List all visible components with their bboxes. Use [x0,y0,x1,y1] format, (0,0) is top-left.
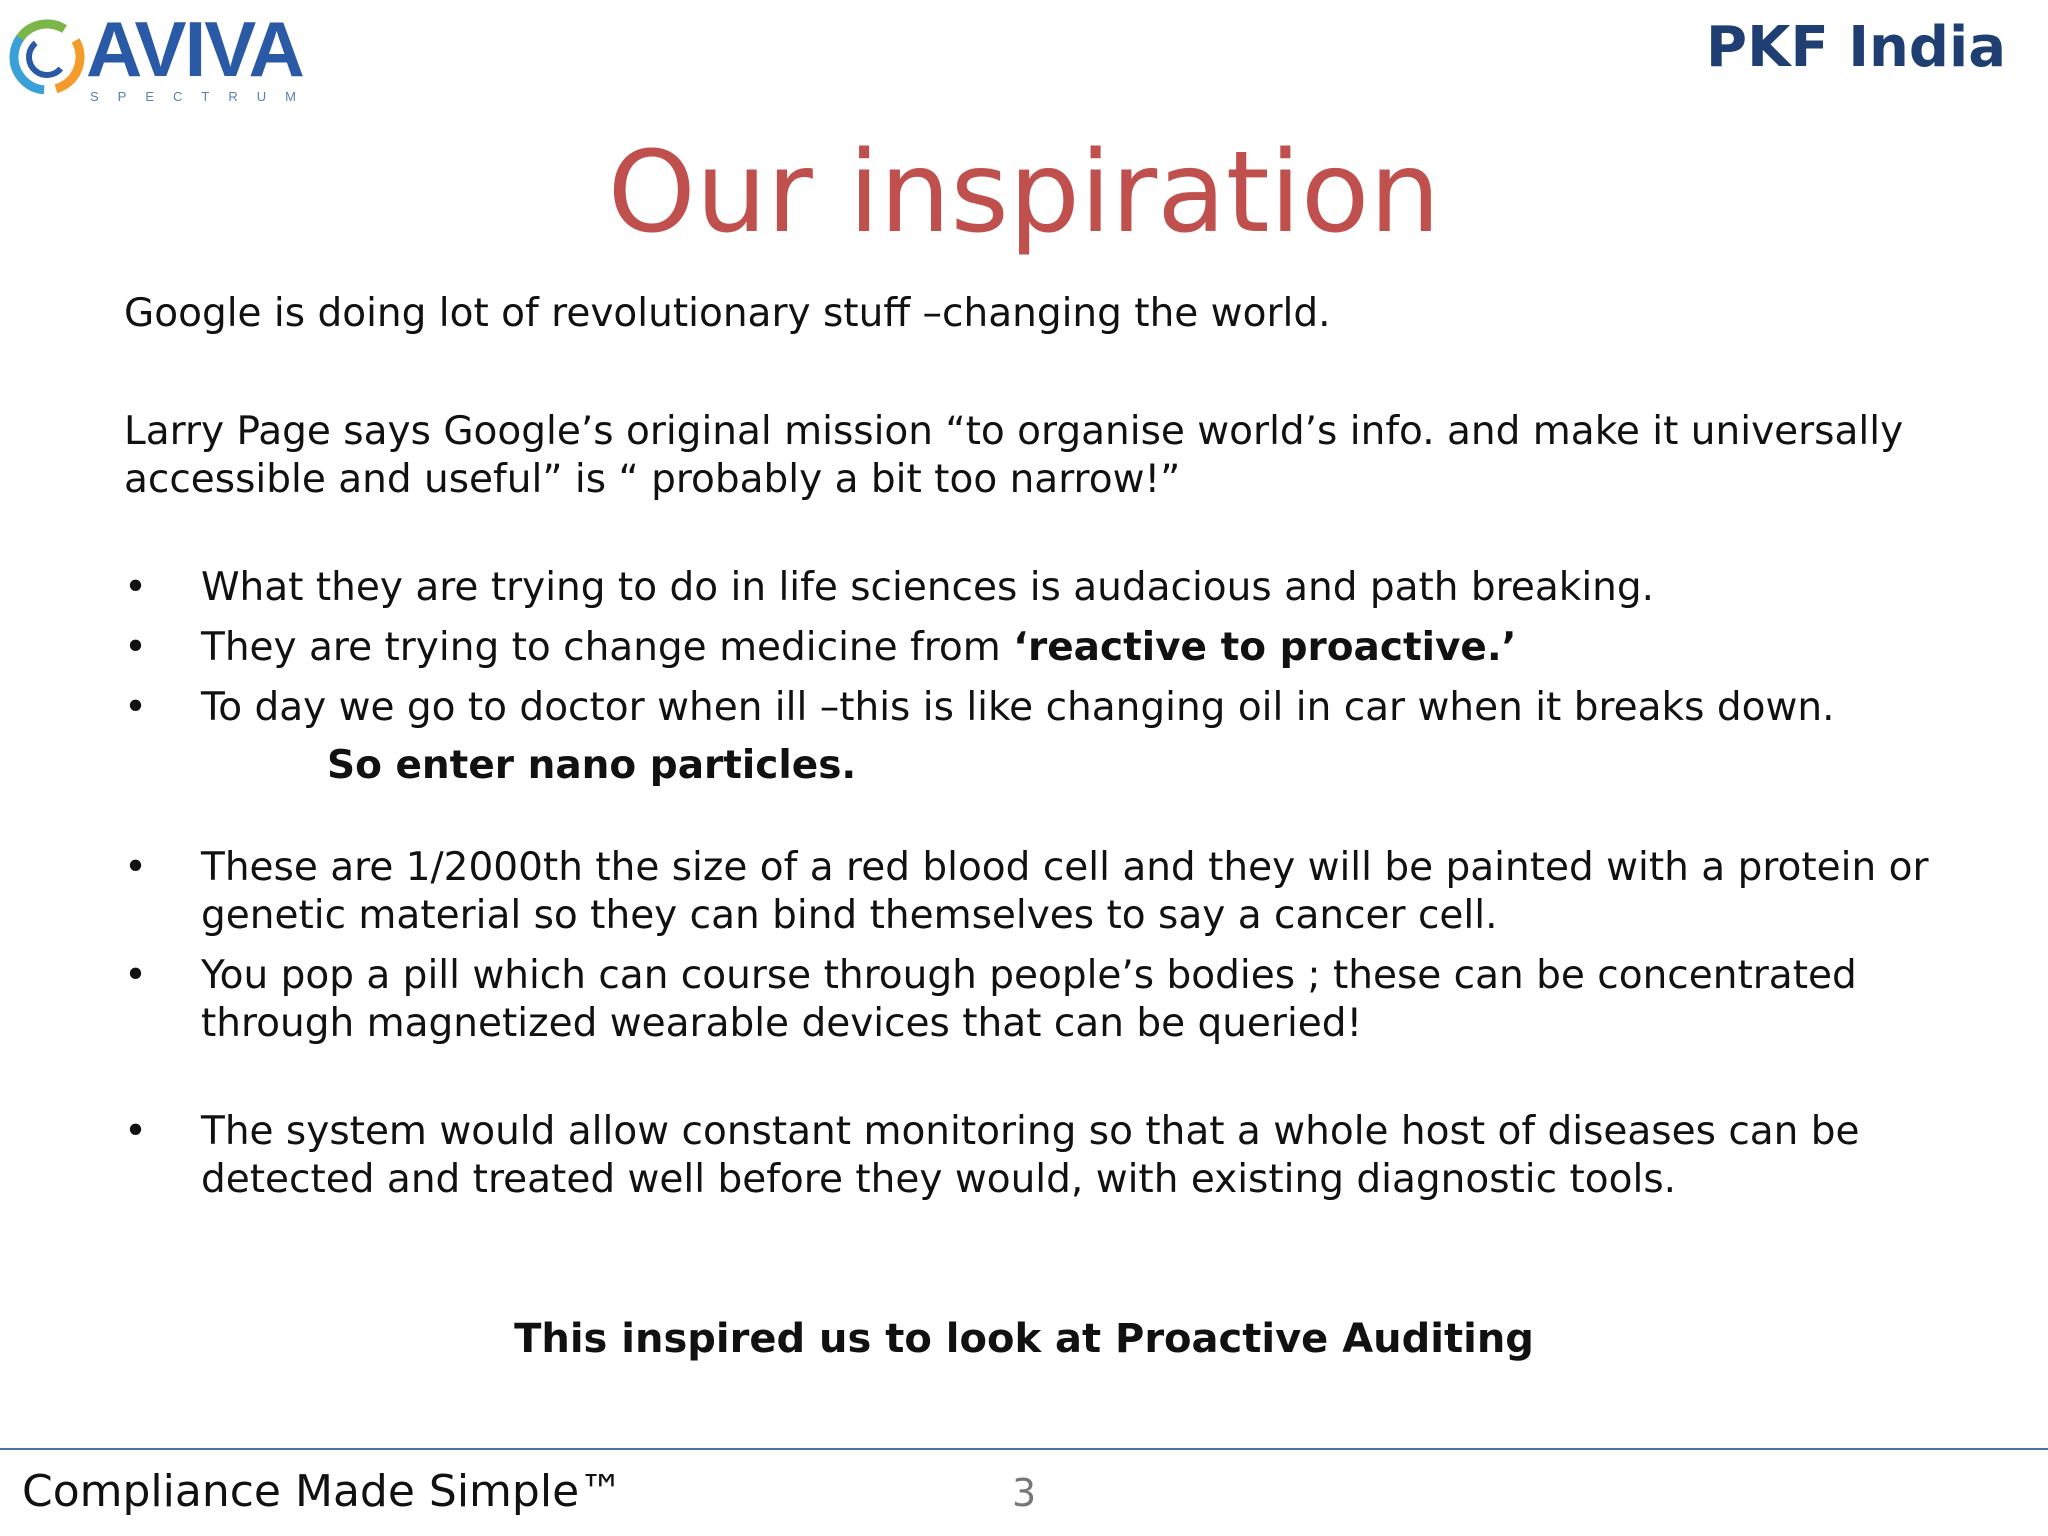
list-item [124,952,1984,1048]
slide-body [124,290,1984,1216]
bullet-list-2 [124,844,1984,1048]
aviva-logo-text: AVIVA [86,5,303,93]
brand-name: PKF India [1706,15,2006,80]
list-item [124,844,1984,940]
page-number: 3 [1012,1471,1037,1515]
aviva-logo [6,5,326,104]
list-item [124,624,1984,672]
bullet-icon: • [124,625,148,670]
aviva-swirl-icon [8,18,86,96]
footer-tagline: Compliance Made Simple™ [22,1466,624,1517]
nano-particles-heading: So enter nano particles. [327,743,857,788]
larry-page-quote: Larry Page says Google’s original mission “to organise world’s info. and make it universally accessible and useful” is “ probably a bit too narrow!” [124,409,1904,502]
bullet-icon: • [124,1109,148,1154]
bullet-icon: • [124,685,148,730]
bullet-text: These are 1/2000th the size of a red blood cell and they will be painted with a protein or genetic material so they can bind themselves to say a cancer cell. [201,845,1929,938]
closing-statement: This inspired us to look at Proactive Auditing [514,1316,1534,1362]
intro-paragraph: Google is doing lot of revolutionary stuff –changing the world. [124,291,1331,336]
bullet-text: To day we go to doctor when ill –this is like changing oil in car when it breaks down. [201,685,1835,730]
bullet-list-3 [124,1108,1984,1204]
list-item [124,1108,1984,1204]
footer-divider [0,1448,2048,1450]
bullet-bold-text: ‘reactive to proactive.’ [1013,625,1517,670]
bullet-icon: • [124,845,148,890]
bullet-icon: • [124,565,148,610]
bullet-text: You pop a pill which can course through people’s bodies ; these can be concentrated through magnetized wearable devices that can be queried! [201,953,1857,1046]
bullet-icon: • [124,953,148,998]
list-item [124,564,1984,612]
bullet-text: They are trying to change medicine from [201,625,1014,670]
slide-title: Our inspiration [607,128,1441,258]
aviva-logo-subtext: SPECTRUM [90,89,315,104]
bullet-list-1 [124,564,1984,732]
bullet-text: The system would allow constant monitoring so that a whole host of diseases can be detected and treated well before they would, with existing diagnostic tools. [201,1109,1860,1202]
list-item [124,684,1984,732]
bullet-text: What they are trying to do in life sciences is audacious and path breaking. [201,565,1655,610]
